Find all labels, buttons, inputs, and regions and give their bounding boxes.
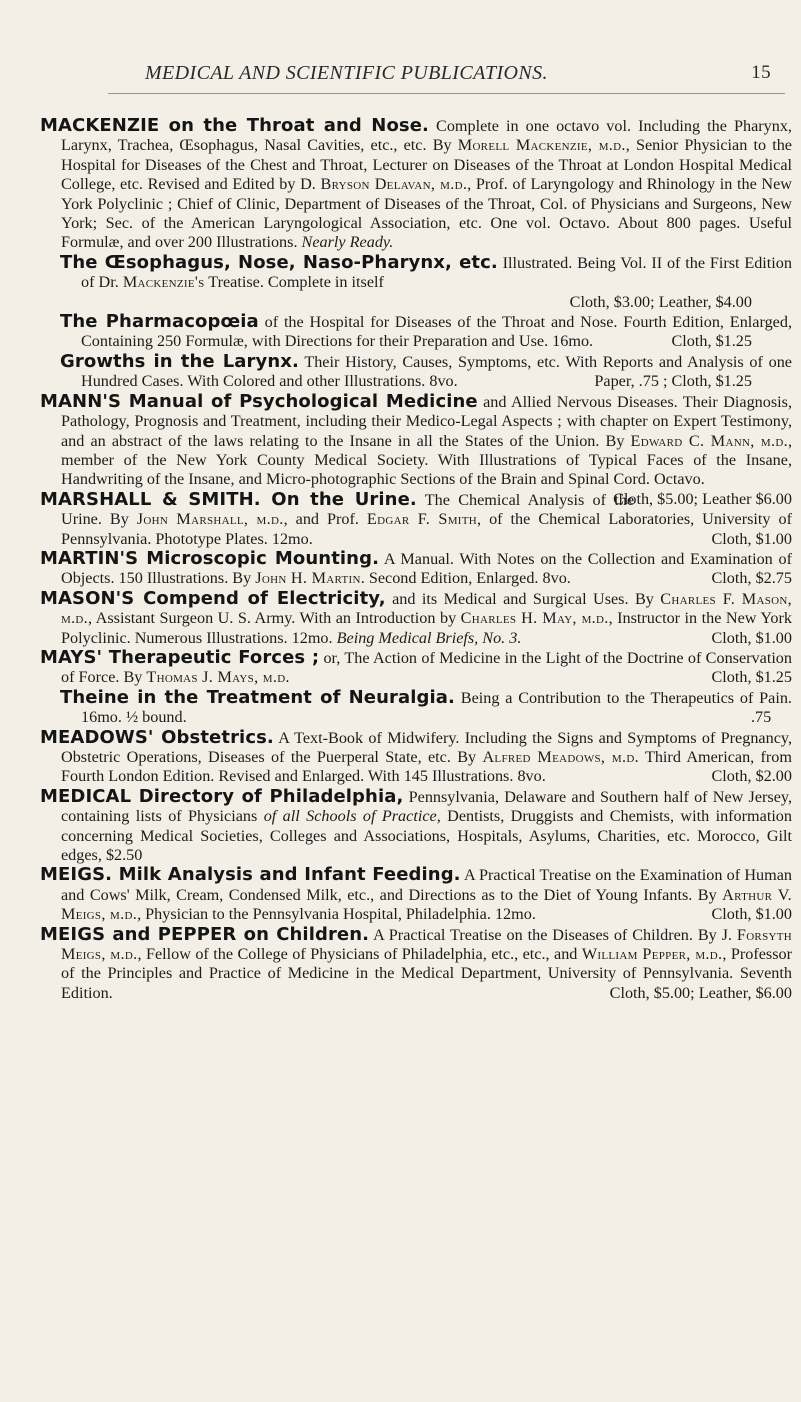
entry-heading: MEADOWS' Obstetrics. <box>40 726 274 748</box>
author-name: John Marshall, m.d. <box>136 510 284 529</box>
author-name: Thomas J. Mays, m.d. <box>146 668 290 687</box>
entry-heading: The Pharmacopœia <box>60 311 259 333</box>
entry-mann-psychological: MANN'S Manual of Psychological Medicine and Allied Nervous Diseases. Their Diagnosis, Pathology, Prognosis and Treatment, including their Medico-Legal Aspects ; with chapter on Expert Testimony, and an abstract of the laws relating to the Insane in all the States of the Union. By Edward C. Mann, m.d., member of the New York County Medical Society. With Illustrations of Typical Faces of the Insane, Handwriting of the Insane, and Micro-photographic Sections of the Brain and Spinal Cord. Octavo. Cloth, $5.00; Leather $6.00 <box>40 390 792 508</box>
entry-oesophagus: The Œsophagus, Nose, Naso-Pharynx, etc. Illustrated. Being Vol. II of the First Edition of Dr. Mackenzie's Treatise. Complete in itself Cloth, $3.00; Leather, $4.00 <box>60 251 792 311</box>
price: Cloth, $5.00; Leather $6.00 <box>613 489 792 508</box>
author-name: William Pepper, m.d. <box>581 945 723 964</box>
entry-mays-therapeutic: MAYS' Therapeutic Forces ; or, The Action of Medicine in the Light of the Doctrine of Conservation of Force. By Thomas J. Mays, m.d. Cloth, $1.25 <box>40 646 792 687</box>
entry-mackenzie-throat-nose: MACKENZIE on the Throat and Nose. Complete in one octavo vol. Including the Pharynx, Larynx, Trachea, Œsophagus, Nasal Cavities, etc., etc. By Morell Mackenzie, m.d., Senior Physician to the Hospital for Diseases of the Chest and Throat, Lecturer on Diseases of the Throat at London Hospital Medical College, etc. Revised and Edited by D. Bryson Delavan, m.d., Prof. of Laryngology and Rhinology in the New York Polyclinic ; Chief of Clinic, Department of Diseases of the Throat, Col. of Physicians and Surgeons, New York; Sec. of the American Laryngological Association, etc. One vol. Octavo. About 800 pages. Useful Formulæ, and over 200 Illustrations. Nearly Ready. <box>40 115 792 252</box>
italic-phrase: of all Schools of Practice, <box>263 807 441 826</box>
author-name: Charles H. May, m.d. <box>460 609 609 628</box>
author-name: Alfred Meadows, m.d. <box>482 748 639 766</box>
page-number: 15 <box>751 62 771 83</box>
entry-heading: MACKENZIE on the Throat and Nose. <box>40 115 429 136</box>
entry-heading: MEIGS and PEPPER on Children. <box>40 923 370 945</box>
header-rule <box>108 93 785 94</box>
author-name: Charles F. Mason, m.d. <box>61 589 792 628</box>
entry-heading: MASON'S Compend of Electricity, <box>40 587 386 609</box>
author-name: John H. Martin <box>255 569 361 588</box>
author-name: Edgar F. Smith <box>366 510 478 529</box>
entry-mason-electricity: MASON'S Compend of Electricity, and its Medical and Surgical Uses. By Charles F. Mason, m.d., Assistant Surgeon U. S. Army. With an Introduction by Charles H. May, m.d., Instructor in the New York Polyclinic. Numerous Illustrations. 12mo. Being Medical Briefs, No. 3. Cloth, $1.00 <box>40 587 792 647</box>
author-name: Mackenzie's <box>122 273 205 292</box>
entry-heading: MANN'S Manual of Psychological Medicine <box>40 390 478 412</box>
running-title: MEDICAL AND SCIENTIFIC PUBLICATIONS. <box>145 62 548 84</box>
price: Cloth, $1.25 <box>671 332 752 351</box>
entry-meigs-milk-analysis: MEIGS. Milk Analysis and Infant Feeding. A Practical Treatise on the Examination of Human and Cows' Milk, Cream, Condensed Milk, etc., and Directions as to the Diet of Young Infants. By Arthur V. Meigs, m.d., Physician to the Pennsylvania Hospital, Philadelphia. 12mo. Cloth, $1.00 <box>40 864 792 924</box>
author-name: Forsyth Meigs, m.d. <box>61 925 792 964</box>
entry-heading: The Œsophagus, Nose, Naso-Pharynx, etc. <box>60 251 498 273</box>
price: Cloth, $3.00; Leather, $4.00 <box>569 292 752 311</box>
author-name: Edward C. Mann, m.d. <box>630 431 788 450</box>
price: Paper, .75 ; Cloth, $1.25 <box>594 372 752 391</box>
entry-theine-neuralgia: Theine in the Treatment of Neuralgia. Being a Contribution to the Therapeutics of Pain. 16mo. ½ bound. .75 <box>60 686 792 727</box>
entry-heading: MARSHALL & SMITH. On the Urine. <box>40 488 417 510</box>
entry-heading: MEIGS. Milk Analysis and Infant Feeding. <box>40 864 461 886</box>
price: Cloth, $1.00 <box>711 628 792 647</box>
entry-growths-larynx: Growths in the Larynx. Their History, Causes, Symptoms, etc. With Reports and Analysis of one Hundred Cases. With Colored and other Illustrations. 8vo. Paper, .75 ; Cloth, $1.25 <box>60 350 792 391</box>
entry-heading: MARTIN'S Microscopic Mounting. <box>40 547 380 569</box>
price: Cloth, $1.25 <box>711 668 792 687</box>
entry-pharmacopoeia: The Pharmacopœia of the Hospital for Diseases of the Throat and Nose. Fourth Edition, Enlarged, Containing 250 Formulæ, with Directions for their Preparation and Use. 16mo. Cloth, $1.25 <box>60 311 792 351</box>
entry-marshall-smith-urine: MARSHALL & SMITH. On the Urine. The Chemical Analysis of the Urine. By John Marshall, m.d., and Prof. Edgar F. Smith, of the Chemical Laboratories, University of Pennsylvania. Phototype Plates. 12mo. Cloth, $1.00 <box>40 488 792 548</box>
price: Cloth, $1.00 <box>711 905 792 924</box>
author-name: Arthur V. Meigs, m.d. <box>61 885 792 924</box>
status-note: Nearly Ready. <box>301 233 394 252</box>
price: Cloth, $1.00 <box>711 529 792 548</box>
entry-heading: MEDICAL Directory of Philadelphia, <box>40 785 404 807</box>
series-note: Being Medical Briefs, No. 3. <box>336 628 522 647</box>
price: Cloth, $2.00 <box>711 767 792 786</box>
author-name: Morell Mackenzie, m.d. <box>457 136 626 155</box>
entry-meigs-pepper-children: MEIGS and PEPPER on Children. A Practical Treatise on the Diseases of Children. By J. Forsyth Meigs, m.d., Fellow of the College of Physicians of Philadelphia, etc., etc., and William Pepper, m.d., Professor of the Principles and Practice of Medicine in the Medical Department, University of Pennsylvania. Seventh Edition. Cloth, $5.00; Leather, $6.00 <box>40 923 792 1002</box>
entry-martin-microscopic: MARTIN'S Microscopic Mounting. A Manual. With Notes on the Collection and Examination of Objects. 150 Illustrations. By John H. Martin. Second Edition, Enlarged. 8vo. Cloth, $2.75 <box>40 547 793 588</box>
entry-medical-directory: MEDICAL Directory of Philadelphia, Pennsylvania, Delaware and Southern half of New Jersey, containing lists of Physicians of all Schools of Practice, Dentists, Druggists and Chemists, with information concerning Medical Societies, Colleges and Associations, Hospitals, Asylums, Charities, etc. Morocco, Gilt edges, $2.50 <box>40 785 792 865</box>
catalog-entries <box>40 116 792 1003</box>
entry-heading: Theine in the Treatment of Neuralgia. <box>60 686 455 708</box>
price: Cloth, $5.00; Leather, $6.00 <box>609 983 792 1002</box>
price: Cloth, $2.75 <box>711 569 792 588</box>
author-name: Bryson Delavan, m.d. <box>320 175 468 194</box>
entry-meadows-obstetrics: MEADOWS' Obstetrics. A Text-Book of Midwifery. Including the Signs and Symptoms of Pregnancy, Obstetric Operations, Diseases of the Puerperal State, etc. By Alfred Meadows, m.d. Third American, from Fourth London Edition. Revised and Enlarged. With 145 Illustrations. 8vo. Cloth, $2.00 <box>40 726 792 786</box>
entry-heading: Growths in the Larynx. <box>60 350 299 372</box>
entry-heading: MAYS' Therapeutic Forces ; <box>40 646 320 668</box>
